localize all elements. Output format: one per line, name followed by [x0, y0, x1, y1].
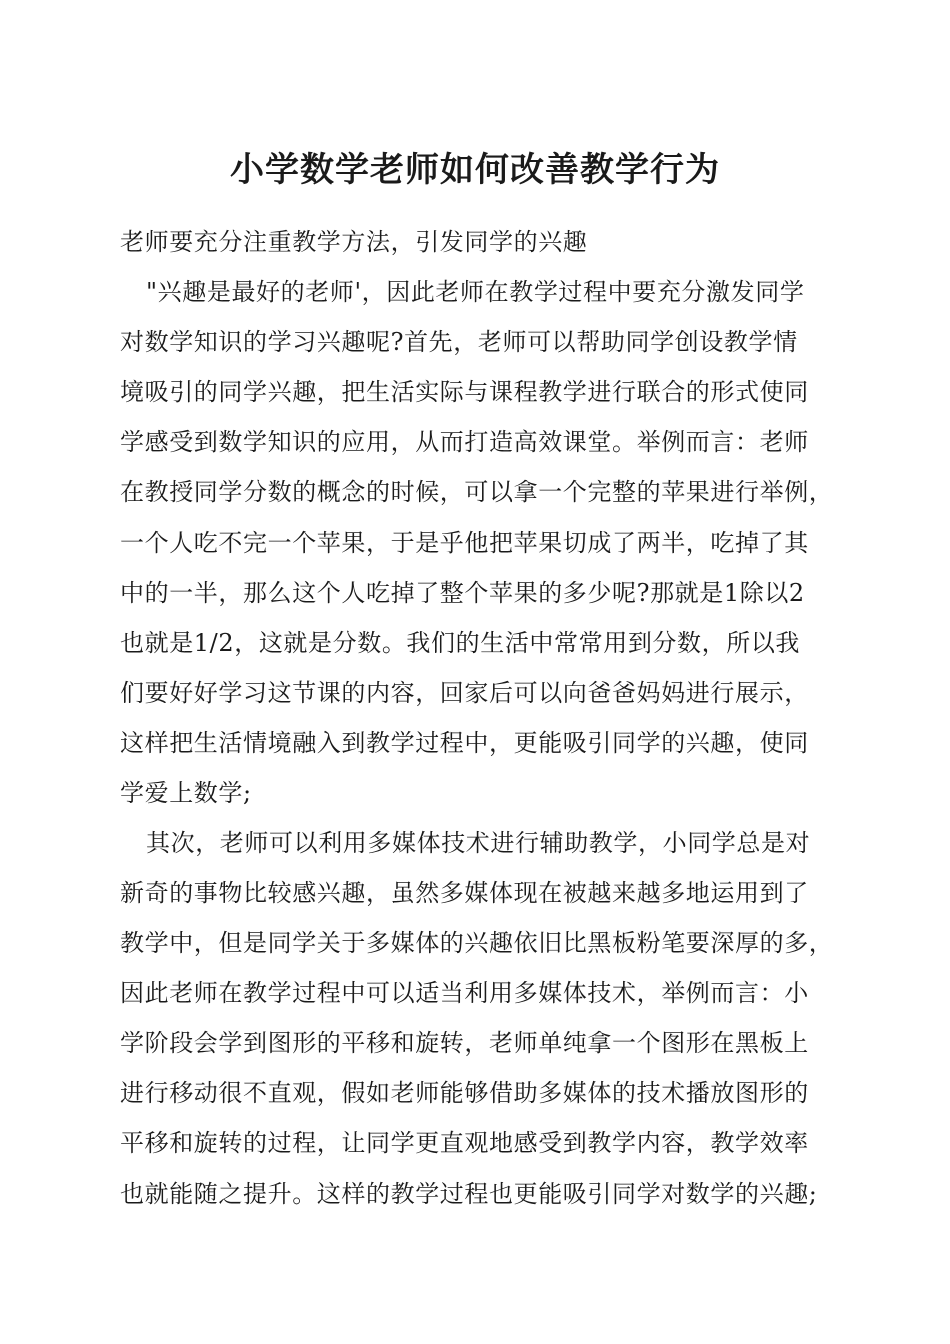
paragraph-line: 在教授同学分数的概念的时候，可以拿一个完整的苹果进行举例， — [120, 478, 834, 506]
paragraph-line: 也就能随之提升。这样的教学过程也更能吸引同学对数学的兴趣; — [120, 1180, 818, 1208]
paragraph-line: 这样把生活情境融入到教学过程中，更能吸引同学的兴趣，使同 — [120, 729, 809, 757]
paragraph-line: 学感受到数学知识的应用，从而打造高效课堂。举例而言：老师 — [120, 428, 809, 456]
paragraph-line: 因此老师在教学过程中可以适当利用多媒体技术，举例而言：小 — [120, 979, 809, 1007]
paragraph-line: 教学中，但是同学关于多媒体的兴趣依旧比黑板粉笔要深厚的多， — [120, 929, 834, 957]
paragraph-line: 一个人吃不完一个苹果，于是乎他把苹果切成了两半，吃掉了其 — [120, 529, 809, 557]
paragraph-line: 学爱上数学; — [120, 779, 252, 807]
paragraph-line: 其次，老师可以利用多媒体技术进行辅助教学，小同学总是对 — [146, 829, 811, 857]
paragraph-line: 进行移动很不直观，假如老师能够借助多媒体的技术播放图形的 — [120, 1079, 809, 1107]
paragraph-line: "兴趣是最好的老师'，因此老师在教学过程中要充分激发同学 — [146, 278, 805, 306]
paragraph-line: 也就是1/2，这就是分数。我们的生活中常常用到分数，所以我 — [120, 629, 801, 657]
paragraph-line: 们要好好学习这节课的内容，回家后可以向爸爸妈妈进行展示， — [120, 679, 809, 707]
paragraph-line: 中的一半，那么这个人吃掉了整个苹果的多少呢?那就是1除以2 — [120, 579, 805, 607]
paragraph-line: 平移和旋转的过程，让同学更直观地感受到教学内容，教学效率 — [120, 1129, 809, 1157]
document-title: 小学数学老师如何改善教学行为 — [230, 150, 720, 190]
paragraph-line: 境吸引的同学兴趣，把生活实际与课程教学进行联合的形式使同 — [120, 378, 809, 406]
paragraph-line: 学阶段会学到图形的平移和旋转，老师单纯拿一个图形在黑板上 — [120, 1029, 809, 1057]
section-heading: 老师要充分注重教学方法，引发同学的兴趣 — [120, 228, 588, 256]
paragraph-line: 对数学知识的学习兴趣呢?首先，老师可以帮助同学创设教学情 — [120, 328, 798, 356]
paragraph-line: 新奇的事物比较感兴趣，虽然多媒体现在被越来越多地运用到了 — [120, 879, 809, 907]
